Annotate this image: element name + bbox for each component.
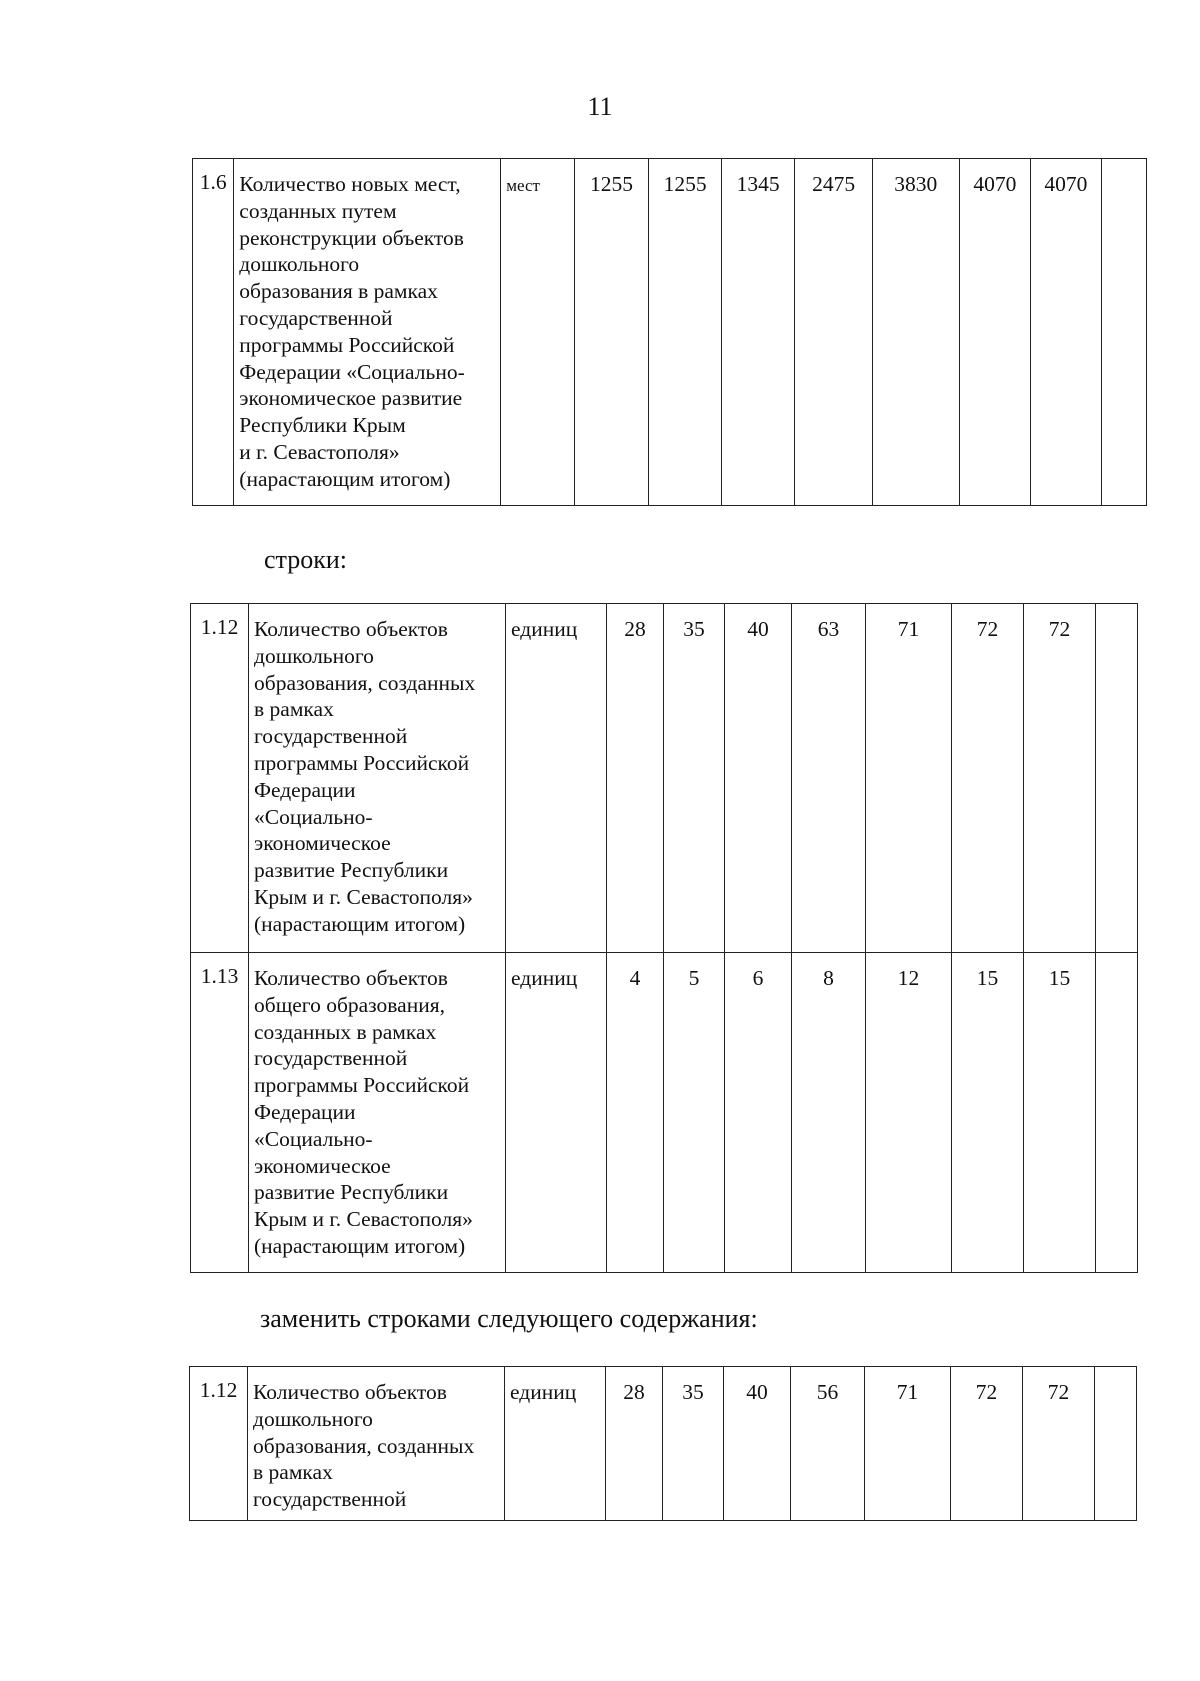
value-cell: 56 — [791, 1367, 865, 1521]
indicator-description: Количество объектов дошкольного образования, созданных в рамках государственной программы Российской Федерации «Социально- экономическое развитие Республики Крым и г. Севастополя» (нарастающим итогом) — [249, 604, 506, 953]
unit-cell: единиц — [505, 1367, 606, 1521]
value-cell: 71 — [866, 604, 952, 953]
value-cell: 72 — [1024, 604, 1096, 953]
value-cell: 8 — [792, 953, 866, 1273]
unit-cell: единиц — [506, 953, 607, 1273]
value-cell: 72 — [1023, 1367, 1095, 1521]
value-cell: 4 — [607, 953, 664, 1273]
value-cell: 72 — [952, 604, 1024, 953]
value-cell: 28 — [606, 1367, 663, 1521]
value-cell: 72 — [951, 1367, 1023, 1521]
table-row — [190, 1367, 1137, 1521]
indicator-table-bottom — [189, 1366, 1137, 1521]
value-cell: 5 — [664, 953, 725, 1273]
value-cell: 1255 — [649, 159, 722, 506]
value-cell: 28 — [607, 604, 664, 953]
table-row — [191, 953, 1138, 1273]
page-number: 11 — [587, 92, 613, 121]
row-number: 1.12 — [190, 1367, 248, 1521]
value-cell: 4070 — [1031, 159, 1102, 506]
unit-cell: единиц — [506, 604, 607, 953]
value-cell: 35 — [663, 1367, 724, 1521]
value-cell: 6 — [725, 953, 792, 1273]
value-cell: 4070 — [959, 159, 1031, 506]
value-cell: 71 — [865, 1367, 951, 1521]
row-number: 1.12 — [191, 604, 249, 953]
unit-cell: мест — [501, 159, 575, 506]
value-cell: 40 — [725, 604, 792, 953]
indicator-table-top — [192, 158, 1147, 506]
indicator-table-middle — [190, 603, 1138, 1273]
table-row — [191, 604, 1138, 953]
indicator-description: Количество новых мест, созданных путем реконструкции объектов дошкольного образования в рамках государственной программы Российской Федерации «Социально- экономическое развитие Республики Крым и г. Севастополя» (нарастающим итогом) — [234, 159, 501, 506]
value-cell — [1095, 1367, 1137, 1521]
indicator-description: Количество объектов общего образования, созданных в рамках государственной программы Российской Федерации «Социально- экономическое развитие Республики Крым и г. Севастополя» (нарастающим итогом) — [249, 953, 506, 1273]
row-number: 1.13 — [191, 953, 249, 1273]
value-cell: 15 — [952, 953, 1024, 1273]
value-cell: 35 — [664, 604, 725, 953]
value-cell — [1096, 604, 1138, 953]
value-cell: 40 — [724, 1367, 791, 1521]
value-cell: 12 — [866, 953, 952, 1273]
value-cell — [1101, 159, 1146, 506]
value-cell: 2475 — [795, 159, 873, 506]
label-replace: заменить строками следующего содержания: — [260, 1304, 758, 1333]
value-cell: 63 — [792, 604, 866, 953]
value-cell: 3830 — [872, 159, 959, 506]
indicator-description: Количество объектов дошкольного образования, созданных в рамках государственной — [248, 1367, 505, 1521]
value-cell: 1345 — [721, 159, 795, 506]
value-cell: 1255 — [574, 159, 649, 506]
table-row — [193, 159, 1147, 506]
row-number: 1.6 — [193, 159, 234, 506]
value-cell — [1096, 953, 1138, 1273]
value-cell: 15 — [1024, 953, 1096, 1273]
label-rows: строки: — [264, 545, 347, 574]
